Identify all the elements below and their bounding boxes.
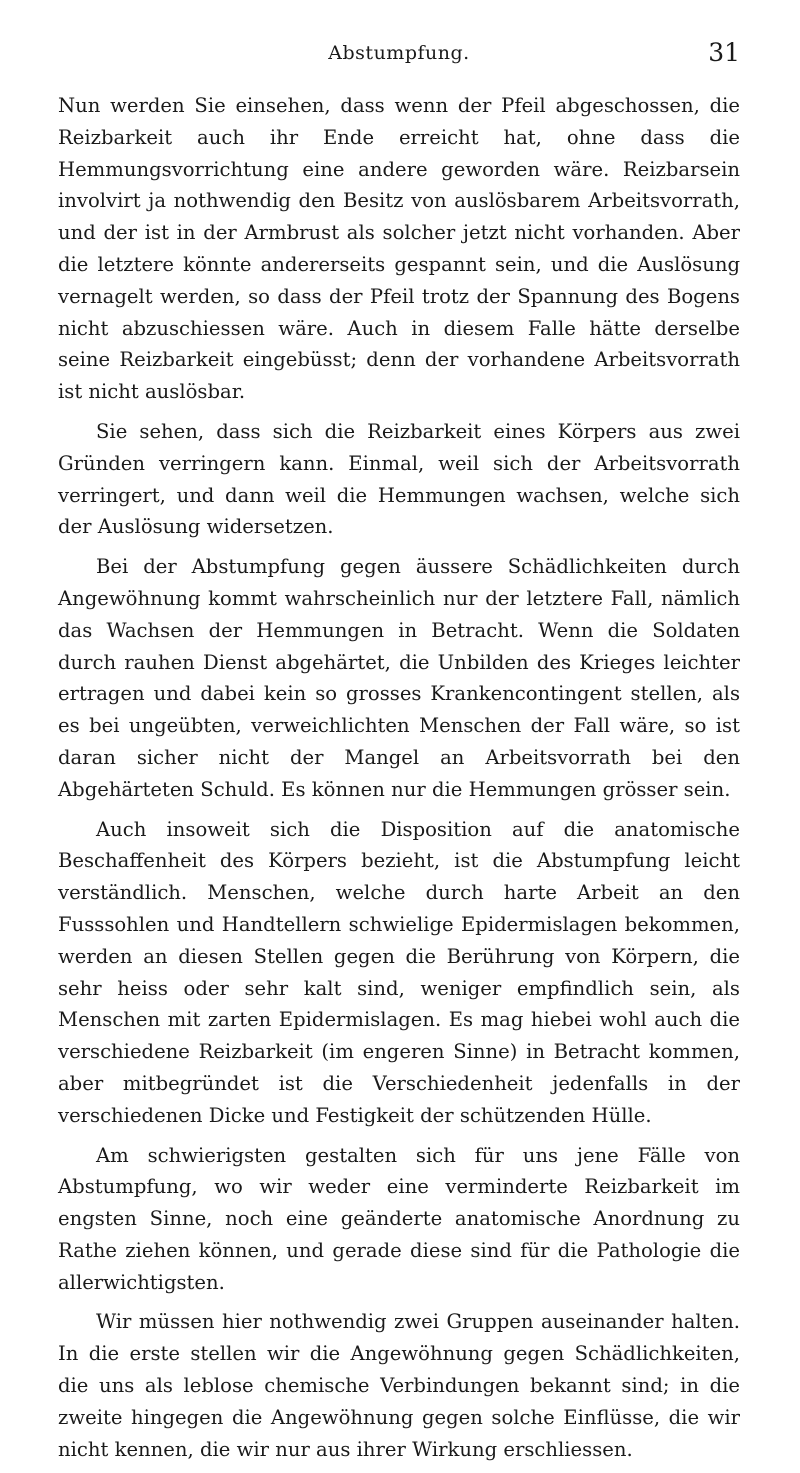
paragraph: Bei der Abstumpfung gegen äussere Schädlichkeiten durch Angewöhnung kommt wahrscheinlich nur der letztere Fall, nämlich das Wachsen der Hemmungen in Betracht. Wenn die Soldaten durch rauhen Dienst abgehärtet, die Unbilden des Krieges leichter ertragen und dabei kein so grosses Krankencontingent stellen, als es bei ungeübten, verweichlichten Menschen der Fall wäre, so ist daran sicher nicht der Mangel an Arbeitsvorrath bei den Abgehärteten Schuld. Es können nur die Hemmungen grösser sein. bbox=[58, 555, 740, 801]
body-text bbox=[58, 90, 740, 1473]
paragraph: Wir müssen hier nothwendig zwei Gruppen auseinander halten. In die erste stellen wir die Angewöhnung gegen Schädlichkeiten, die uns als leblose chemische Verbindungen bekannt sind; in die zweite hingegen die Angewöhnung gegen solche Einflüsse, die wir nicht kennen, die wir nur aus ihrer Wirkung erschliessen. bbox=[58, 1310, 740, 1461]
paragraph: Am schwierigsten gestalten sich für uns jene Fälle von Abstumpfung, wo wir weder eine verminderte Reizbarkeit im engsten Sinne, noch eine geänderte anatomische Anordnung zu Rathe ziehen können, und gerade diese sind für die Pathologie die allerwichtigsten. bbox=[58, 1143, 740, 1294]
page-number: 31 bbox=[708, 38, 740, 67]
paragraph: Sie sehen, dass sich die Reizbarkeit eines Körpers aus zwei Gründen verringern kann. Einmal, weil sich der Arbeitsvorrath verringert, und dann weil die Hemmungen wachsen, welche sich der Auslösung widersetzen. bbox=[58, 419, 740, 539]
paragraph: Nun werden Sie einsehen, dass wenn der Pfeil abgeschossen, die Reizbarkeit auch ihr Ende erreicht hat, ohne dass die Hemmungsvorrichtung eine andere geworden wäre. Reizbarsein involvirt ja nothwendig den Besitz von auslösbarem Arbeitsvorrath, und der ist in der Armbrust als solcher jetzt nicht vorhanden. Aber die letztere könnte andererseits gespannt sein, und die Auslösung vernagelt werden, so dass der Pfeil trotz der Spannung des Bogens nicht abzuschiessen wäre. Auch in diesem Falle hätte derselbe seine Reizbarkeit eingebüsst; denn der vorhandene Arbeitsvorrath ist nicht auslösbar. bbox=[58, 94, 740, 404]
page-header bbox=[58, 38, 740, 78]
running-title: Abstumpfung. bbox=[328, 42, 470, 64]
paragraph: Auch insoweit sich die Disposition auf die anatomische Beschaffenheit des Körpers bezieht, ist die Abstumpfung leicht verständlich. Menschen, welche durch harte Arbeit an den Fusssohlen und Handtellern schwielige Epidermislagen bekommen, werden an diesen Stellen gegen die Berührung von Körpern, die sehr heiss oder sehr kalt sind, weniger empfindlich sein, als Menschen mit zarten Epidermislagen. Es mag hiebei wohl auch die verschiedene Reizbarkeit (im engeren Sinne) in Betracht kommen, aber mitbegründet ist die Verschiedenheit jedenfalls in der verschiedenen Dicke und Festigkeit der schützenden Hülle. bbox=[58, 817, 740, 1127]
